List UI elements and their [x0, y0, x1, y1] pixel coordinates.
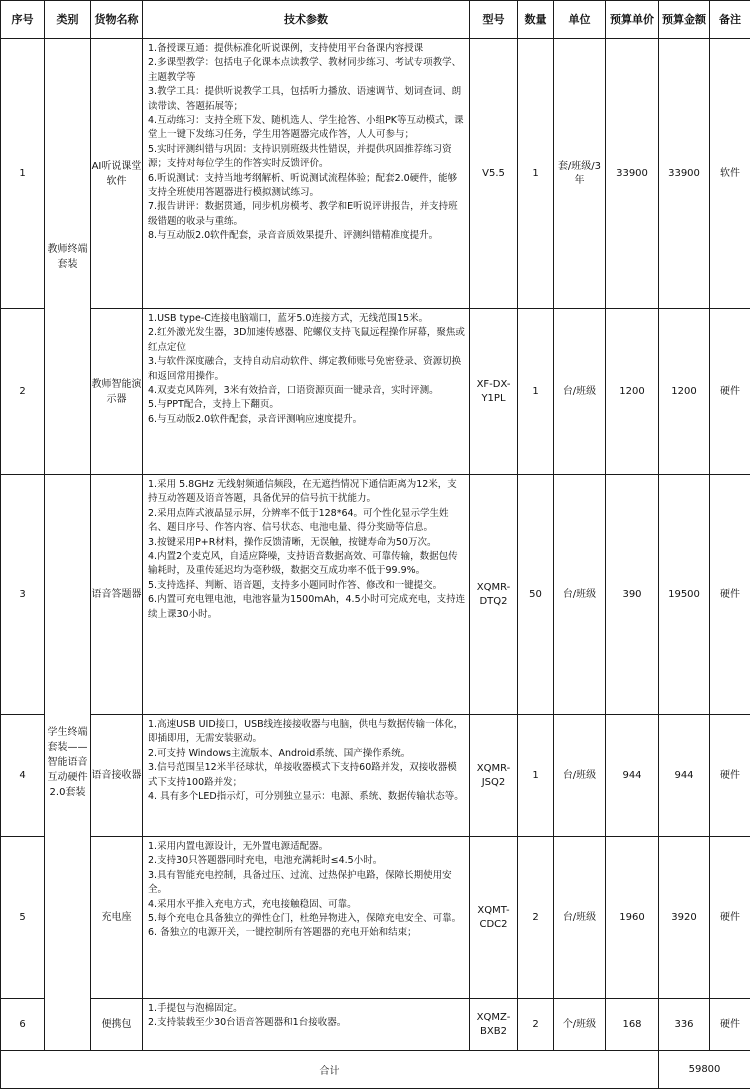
category-cell: 学生终端套装——智能语音互动硬件2.0套装 [45, 475, 91, 1051]
header-category: 类别 [45, 1, 91, 39]
row-index: 2 [1, 309, 45, 475]
param-line: 6. 备独立的电源开关，一键控制所有答题器的充电开始和结束； [148, 926, 466, 940]
table-row [1, 837, 750, 999]
category-cell: 教师终端套装 [45, 39, 91, 475]
item-model: XQMR-JSQ2 [470, 715, 518, 837]
item-qty: 50 [518, 475, 554, 715]
header-index: 序号 [1, 1, 45, 39]
item-amount: 3920 [659, 837, 710, 999]
item-name: 语音答题器 [91, 475, 143, 715]
param-line: 1.USB type-C连接电脑端口，蓝牙5.0连接方式，无线范围15米。 [148, 312, 466, 326]
param-line: 3.按键采用P+R材料，操作反馈清晰，无误触，按键寿命为50万次。 [148, 536, 466, 550]
row-index: 4 [1, 715, 45, 837]
table-row [1, 475, 750, 715]
item-qty: 1 [518, 39, 554, 309]
header-qty: 数量 [518, 1, 554, 39]
item-remark: 硬件 [710, 715, 750, 837]
param-line: 4.互动练习：支持全班下发、随机选人、学生抢答、小组PK等互动模式，课堂上一键下发练习任务，学生用答题器完成作答，人人可参与； [148, 114, 466, 143]
item-model: XQMZ-BXB2 [470, 999, 518, 1051]
item-unit: 台/班级 [554, 309, 606, 475]
param-line: 4.双麦克风阵列，3米有效拾音，口语资源页面一键录音，实时评测。 [148, 384, 466, 398]
param-line: 1.手提包与泡棉固定。 [148, 1002, 466, 1016]
item-amount: 33900 [659, 39, 710, 309]
item-model: XQMT-CDC2 [470, 837, 518, 999]
tech-params [143, 309, 470, 475]
item-name: 语音接收器 [91, 715, 143, 837]
param-line: 2.支持装载至少30台语音答题器和1台接收器。 [148, 1016, 466, 1030]
item-remark: 硬件 [710, 475, 750, 715]
item-remark: 硬件 [710, 309, 750, 475]
param-line: 1.采用内置电源设计，无外置电源适配器。 [148, 840, 466, 854]
total-row [1, 1051, 750, 1089]
item-price: 33900 [606, 39, 659, 309]
item-amount: 1200 [659, 309, 710, 475]
total-value: 59800 [659, 1051, 750, 1089]
param-line: 4. 具有多个LED指示灯，可分别独立显示：电源、系统、数据传输状态等。 [148, 790, 466, 804]
header-model: 型号 [470, 1, 518, 39]
param-line: 1.采用 5.8GHz 无线射频通信频段，在无遮挡情况下通信距离为12米，支持互动答题及语音答题，具备优异的信号抗干扰能力。 [148, 478, 466, 507]
param-line: 2.支持30只答题器同时充电，电池充满耗时≤4.5小时。 [148, 854, 466, 868]
param-line: 1.备授课互通：提供标准化听说课例，支持使用平台备课内容授课 [148, 42, 466, 56]
param-line: 3.信号范围呈12米半径球状，单接收器模式下支持60路并发，双接收器模式下支持100路并发； [148, 761, 466, 790]
row-index: 5 [1, 837, 45, 999]
header-params: 技术参数 [143, 1, 470, 39]
param-line: 5.实时评测纠错与巩固：支持识别班级共性错误，并提供巩固推荐练习资源；支持对每位学生的作答实时反馈评价。 [148, 143, 466, 172]
item-qty: 2 [518, 837, 554, 999]
item-price: 1200 [606, 309, 659, 475]
item-remark: 硬件 [710, 999, 750, 1051]
param-line: 1.高速USB UID接口，USB线连接接收器与电脑，供电与数据传输一体化，即插即用，无需安装驱动。 [148, 718, 466, 747]
item-unit: 个/班级 [554, 999, 606, 1051]
header-row [1, 1, 750, 39]
item-price: 390 [606, 475, 659, 715]
item-model: XQMR-DTQ2 [470, 475, 518, 715]
param-line: 2.可支持 Windows主流版本、Android系统、国产操作系统。 [148, 747, 466, 761]
item-model: XF-DX-Y1PL [470, 309, 518, 475]
param-line: 7.报告讲评：数据贯通，同步机房模考、教学和E听说评讲报告，并支持班级错题的收录与重练。 [148, 200, 466, 229]
item-amount: 944 [659, 715, 710, 837]
param-line: 3.教学工具：提供听说教学工具，包括听力播放、语速调节、划词查词、朗读带读、答题拓展等； [148, 85, 466, 114]
item-price: 1960 [606, 837, 659, 999]
header-amount: 预算金额 [659, 1, 710, 39]
tech-params [143, 475, 470, 715]
item-unit: 台/班级 [554, 475, 606, 715]
item-model: V5.5 [470, 39, 518, 309]
table-row [1, 309, 750, 475]
item-qty: 1 [518, 309, 554, 475]
header-remark: 备注 [710, 1, 750, 39]
item-remark: 软件 [710, 39, 750, 309]
tech-params [143, 39, 470, 309]
param-line: 8.与互动版2.0软件配套，录音音质效果提升、评测纠错精准度提升。 [148, 229, 466, 243]
param-line: 2.红外激光发生器，3D加速传感器、陀螺仪支持飞鼠远程操作屏幕，聚焦或红点定位 [148, 326, 466, 355]
item-amount: 19500 [659, 475, 710, 715]
item-amount: 336 [659, 999, 710, 1051]
param-line: 6.内置可充电锂电池，电池容量为1500mAh，4.5小时可完成充电，支持连续上课30小时。 [148, 593, 466, 622]
row-index: 1 [1, 39, 45, 309]
tech-params [143, 837, 470, 999]
item-unit: 套/班级/3年 [554, 39, 606, 309]
total-label: 合计 [1, 1051, 659, 1089]
item-price: 944 [606, 715, 659, 837]
header-name: 货物名称 [91, 1, 143, 39]
table-row [1, 999, 750, 1051]
param-line: 3.具有智能充电控制，具备过压、过流、过热保护电路，保障长期使用安全。 [148, 869, 466, 898]
row-index: 6 [1, 999, 45, 1051]
param-line: 6.与互动版2.0软件配套，录音评测响应速度提升。 [148, 413, 466, 427]
tech-params [143, 715, 470, 837]
item-price: 168 [606, 999, 659, 1051]
item-name: 教师智能演示器 [91, 309, 143, 475]
param-line: 6.听说测试：支持当地考纲解析、听说测试流程体验；配套2.0硬件，能够支持全班使用答题器进行模拟测试练习。 [148, 172, 466, 201]
item-qty: 1 [518, 715, 554, 837]
item-name: AI听说课堂软件 [91, 39, 143, 309]
item-name: 便携包 [91, 999, 143, 1051]
table-row [1, 39, 750, 309]
item-unit: 台/班级 [554, 837, 606, 999]
param-line: 2.多课型教学：包括电子化课本点读教学、教材同步练习、考试专项教学、主题教学等 [148, 56, 466, 85]
param-line: 5.支持选择、判断、语音题，支持多小题同时作答、修改和一键提交。 [148, 579, 466, 593]
row-index: 3 [1, 475, 45, 715]
param-line: 4.采用水平推入充电方式，充电接触稳固、可靠。 [148, 898, 466, 912]
item-remark: 硬件 [710, 837, 750, 999]
param-line: 5.与PPT配合，支持上下翻页。 [148, 398, 466, 412]
item-unit: 台/班级 [554, 715, 606, 837]
param-line: 5.每个充电仓具备独立的弹性仓门，杜绝异物进入，保障充电安全、可靠。 [148, 912, 466, 926]
table-row [1, 715, 750, 837]
header-unit: 单位 [554, 1, 606, 39]
tech-params [143, 999, 470, 1051]
item-qty: 2 [518, 999, 554, 1051]
param-line: 3.与软件深度融合，支持自动启动软件、绑定教师账号免密登录、资源切换和返回常用操作。 [148, 355, 466, 384]
item-name: 充电座 [91, 837, 143, 999]
header-price: 预算单价 [606, 1, 659, 39]
param-line: 2.采用点阵式液晶显示屏，分辨率不低于128*64。可个性化显示学生姓名、题目序号、作答内容、信号状态、电池电量、得分奖励等信息。 [148, 507, 466, 536]
param-line: 4.内置2个麦克风，自适应降噪，支持语音数据高效、可靠传输，数据包传输耗时，及重传延迟均为毫秒级，数据交互成功率不低于99.9%。 [148, 550, 466, 579]
